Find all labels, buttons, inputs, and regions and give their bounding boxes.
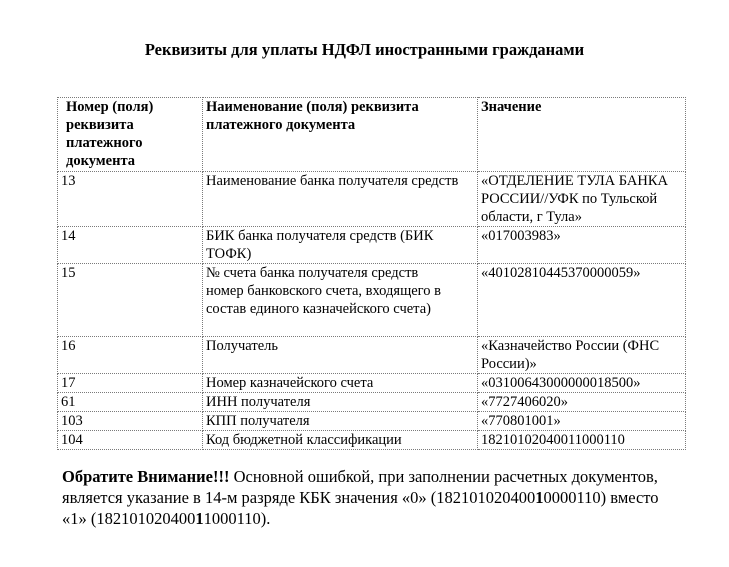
row-number: 13 xyxy=(58,172,203,227)
note-text: 1000110). xyxy=(203,509,271,528)
row-number: 103 xyxy=(58,412,203,431)
row-value: «770801001» xyxy=(478,412,686,431)
requisites-table xyxy=(57,97,686,450)
table-row xyxy=(58,264,686,337)
header-value: Значение xyxy=(478,98,686,172)
table-header-row xyxy=(58,98,686,172)
row-name: Номер казначейского счета xyxy=(203,374,478,393)
row-name: Наименование банка получателя средств xyxy=(203,172,478,227)
note-text: Основной ошибкой, при заполнении расчетных документов, является указание в 14-м разряде КБК значения «0» (182101020400 xyxy=(62,467,658,507)
table-row xyxy=(58,374,686,393)
row-value: «ОТДЕЛЕНИЕ ТУЛА БАНКА РОССИИ//УФК по Тульской области, г Тула» xyxy=(478,172,686,227)
row-value: «40102810445370000059» xyxy=(478,264,686,337)
page-title: Реквизиты для уплаты НДФЛ иностранными гражданами xyxy=(144,40,585,59)
row-name-line: № счета банка получателя средств xyxy=(206,265,419,281)
row-name-line: состав единого казначейского счета) xyxy=(206,301,431,317)
row-number: 14 xyxy=(58,227,203,264)
row-number: 16 xyxy=(58,337,203,374)
row-name: ИНН получателя xyxy=(203,393,478,412)
row-number: 61 xyxy=(58,393,203,412)
row-name: БИК банка получателя средств (БИК ТОФК) xyxy=(203,227,478,264)
row-name: Код бюджетной классификации xyxy=(203,431,478,450)
table-row xyxy=(58,227,686,264)
table-row xyxy=(58,337,686,374)
warning-note xyxy=(62,466,682,529)
row-name: Получатель xyxy=(203,337,478,374)
row-name: КПП получателя xyxy=(203,412,478,431)
row-name-line: номер банковского счета, входящего в xyxy=(206,283,441,299)
row-value: «7727406020» xyxy=(478,393,686,412)
row-value: «017003983» xyxy=(478,227,686,264)
note-highlight-digit: 1 xyxy=(195,509,204,528)
table-row xyxy=(58,393,686,412)
table-row xyxy=(58,412,686,431)
header-name: Наименование (поля) реквизита платежного документа xyxy=(203,98,478,172)
row-number: 17 xyxy=(58,374,203,393)
row-number: 15 xyxy=(58,264,203,337)
note-lead: Обратите Внимание!!! xyxy=(62,467,230,486)
row-value: «Казначейство России (ФНС России)» xyxy=(478,337,686,374)
row-value: «03100643000000018500» xyxy=(478,374,686,393)
table-row xyxy=(58,172,686,227)
row-name xyxy=(203,264,478,337)
row-number: 104 xyxy=(58,431,203,450)
note-highlight-digit: 1 xyxy=(535,488,544,507)
table-row xyxy=(58,431,686,450)
note-text: 0000110) вместо «1» (182101020400 xyxy=(62,488,659,528)
header-number: Номер (поля) реквизита платежного документа xyxy=(58,98,203,172)
row-value: 18210102040011000110 xyxy=(478,431,686,450)
